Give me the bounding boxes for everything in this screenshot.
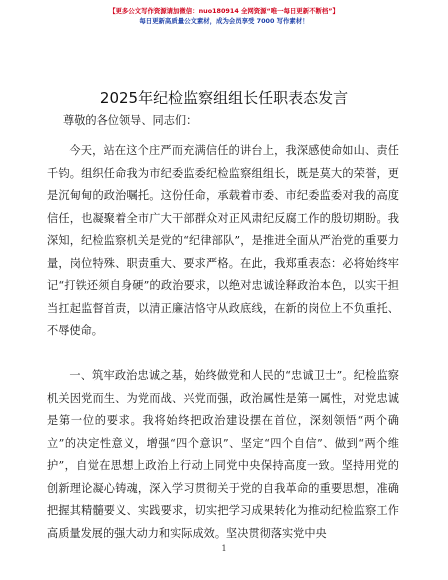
promo-banner-line-2: 每日更新高质量公文素材，成为会员享受 7000 写作素材！	[139, 17, 309, 25]
body-paragraph-2: 一、筑牢政治忠诚之基，始终做党和人民的“忠诚卫士”。纪检监察机关因党而生、为党而战、兴党而强，政治属性是第一属性，对党忠诚是第一位的要求。我将始终把政治建设摆在首位，深刻领悟“两个确立”的决定性意义，增强“四个意识”、坚定“四个自信”、做到“两个维护”，自觉在思想上政治上行动上同党中央保持高度一致。坚持用党的创新理论凝心铸魂，深入学习贯彻关于党的自我革命的重要思想，准确把握其精髓要义、实践要求，切实把学习成果转化为推动纪检监察工作高质量发展的强大动力和实际成效。坚决贯彻落实党中央	[47, 369, 399, 540]
promo-banner-line-1: 【更多公文写作资源请加微信：nuo180914 全网资源“唯一每日更新不断档”】	[109, 7, 339, 15]
promo-banner	[0, 6, 448, 26]
salutation: 尊敬的各位领导、同志们：	[63, 114, 198, 127]
body-paragraph-1: 今天，站在这个庄严而充满信任的讲台上，我深感使命如山、责任千钧。组织任命我为市纪委监委纪检监察组组长，既是莫大的荣誉，更是沉甸甸的政治嘱托。这份任命，承载着市委、市纪委监委对我的高度信任，也凝聚着全市广大干部群众对正风肃纪反腐工作的殷切期盼。我深知，纪检监察机关是党的“纪律部队”，是推进全面从严治党的重要力量，岗位特殊、职责重大、要求严格。在此，我郑重表态：必将始终牢记“打铁还须自身硬”的政治要求，以绝对忠诚诠释政治本色，以实干担当扛起监督首责，以清正廉洁恪守从政底线，在新的岗位上不负重托、不辱使命。	[47, 144, 399, 337]
page-number: 1	[221, 544, 227, 553]
document-title: 2025年纪检监察组组长任职表态发言	[99, 89, 349, 107]
